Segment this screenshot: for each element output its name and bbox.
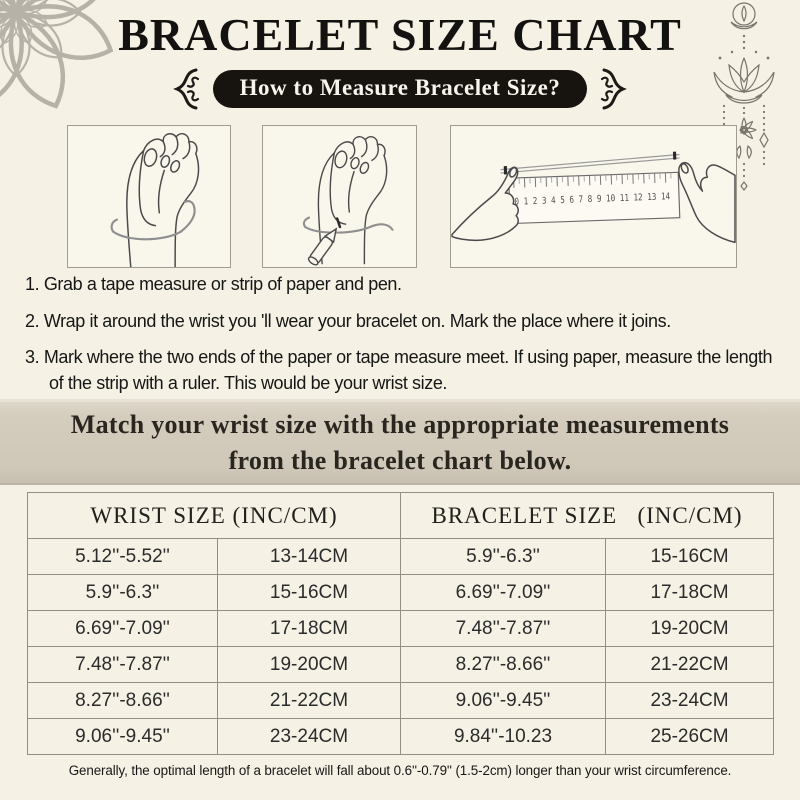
wrist-cm: 21-22CM <box>218 683 401 719</box>
bracelet-size-header: BRACELET SIZE (INC/CM) <box>401 493 774 539</box>
table-row <box>28 719 774 755</box>
table-row <box>28 539 774 575</box>
bracelet-cm: 21-22CM <box>606 647 774 683</box>
bracelet-cm: 23-24CM <box>606 683 774 719</box>
step-3: 3. Mark where the two ends of the paper or tape measure meet. If using paper, measure the length of the strip with a ruler. This would be your wrist size. <box>25 347 773 393</box>
ruler <box>509 172 707 223</box>
page-title: BRACELET SIZE CHART <box>118 9 682 60</box>
wrist-cm: 23-24CM <box>218 719 401 755</box>
bracelet-inch: 7.48''-7.87'' <box>401 611 606 647</box>
wrist-cm: 15-16CM <box>218 575 401 611</box>
wrist-inch: 6.69''-7.09'' <box>28 611 218 647</box>
tape-around-wrist <box>304 218 393 233</box>
bracelet-inch: 5.9''-6.3'' <box>401 539 606 575</box>
right-hand <box>679 163 735 243</box>
table-row <box>28 575 774 611</box>
bracelet-inch: 6.69''-7.09'' <box>401 575 606 611</box>
wrist-cm: 19-20CM <box>218 647 401 683</box>
wrist-inch: 8.27''-8.66'' <box>28 683 218 719</box>
subtitle-row <box>0 69 800 109</box>
bracelet-cm: 25-26CM <box>606 719 774 755</box>
table-row <box>28 683 774 719</box>
bracelet-inch: 8.27''-8.66'' <box>401 647 606 683</box>
instruction-steps <box>25 272 773 407</box>
table-row <box>28 647 774 683</box>
bracelet-cm: 15-16CM <box>606 539 774 575</box>
illustration-mark-wrist <box>262 125 417 268</box>
banner-line-2: from the bracelet chart below. <box>228 445 572 475</box>
illustration-ruler-measure <box>450 125 737 268</box>
subtitle-pill: How to Measure Bracelet Size? <box>213 70 588 108</box>
flourish-right-icon <box>600 67 632 111</box>
hand-wrist-tape-icon <box>68 126 230 267</box>
hand-wrist-pen-icon <box>263 126 416 267</box>
wrist-cm: 17-18CM <box>218 611 401 647</box>
wrist-inch: 5.12''-5.52'' <box>28 539 218 575</box>
ruler-measure-icon <box>451 126 736 267</box>
table-row <box>28 611 774 647</box>
ruler-numbers: 0 1 2 3 4 5 6 7 8 9 10 11 12 13 14 <box>514 189 707 208</box>
how-to-measure-illustrations <box>0 125 800 268</box>
step-2: 2. Wrap it around the wrist you 'll wear your bracelet on. Mark the place where it joins. <box>25 310 671 331</box>
size-table <box>27 492 774 755</box>
pen-mark <box>337 219 340 227</box>
wrist-cm: 13-14CM <box>218 539 401 575</box>
bracelet-cm: 17-18CM <box>606 575 774 611</box>
flourish-left-icon <box>168 67 200 111</box>
wrist-size-header: WRIST SIZE (INC/CM) <box>28 493 401 539</box>
bracelet-inch: 9.06''-9.45'' <box>401 683 606 719</box>
wrist-inch: 9.06''-9.45'' <box>28 719 218 755</box>
size-table-header-row <box>28 493 774 539</box>
left-hand <box>452 167 518 241</box>
bracelet-inch: 9.84''-10.23 <box>401 719 606 755</box>
wrist-inch: 7.48''-7.87'' <box>28 647 218 683</box>
paper-strip <box>500 155 680 174</box>
footer-note: Generally, the optimal length of a bracelet will fall about 0.6''-0.79'' (1.5-2cm) longer than your wrist circumference. <box>68 763 732 778</box>
wrist-inch: 5.9''-6.3'' <box>28 575 218 611</box>
banner-line-1: Match your wrist size with the appropriate measurements <box>70 410 730 440</box>
step-1: 1. Grab a tape measure or strip of paper and pen. <box>25 274 402 294</box>
bracelet-cm: 19-20CM <box>606 611 774 647</box>
illustration-wrap-tape <box>67 125 231 268</box>
match-banner <box>0 399 800 485</box>
